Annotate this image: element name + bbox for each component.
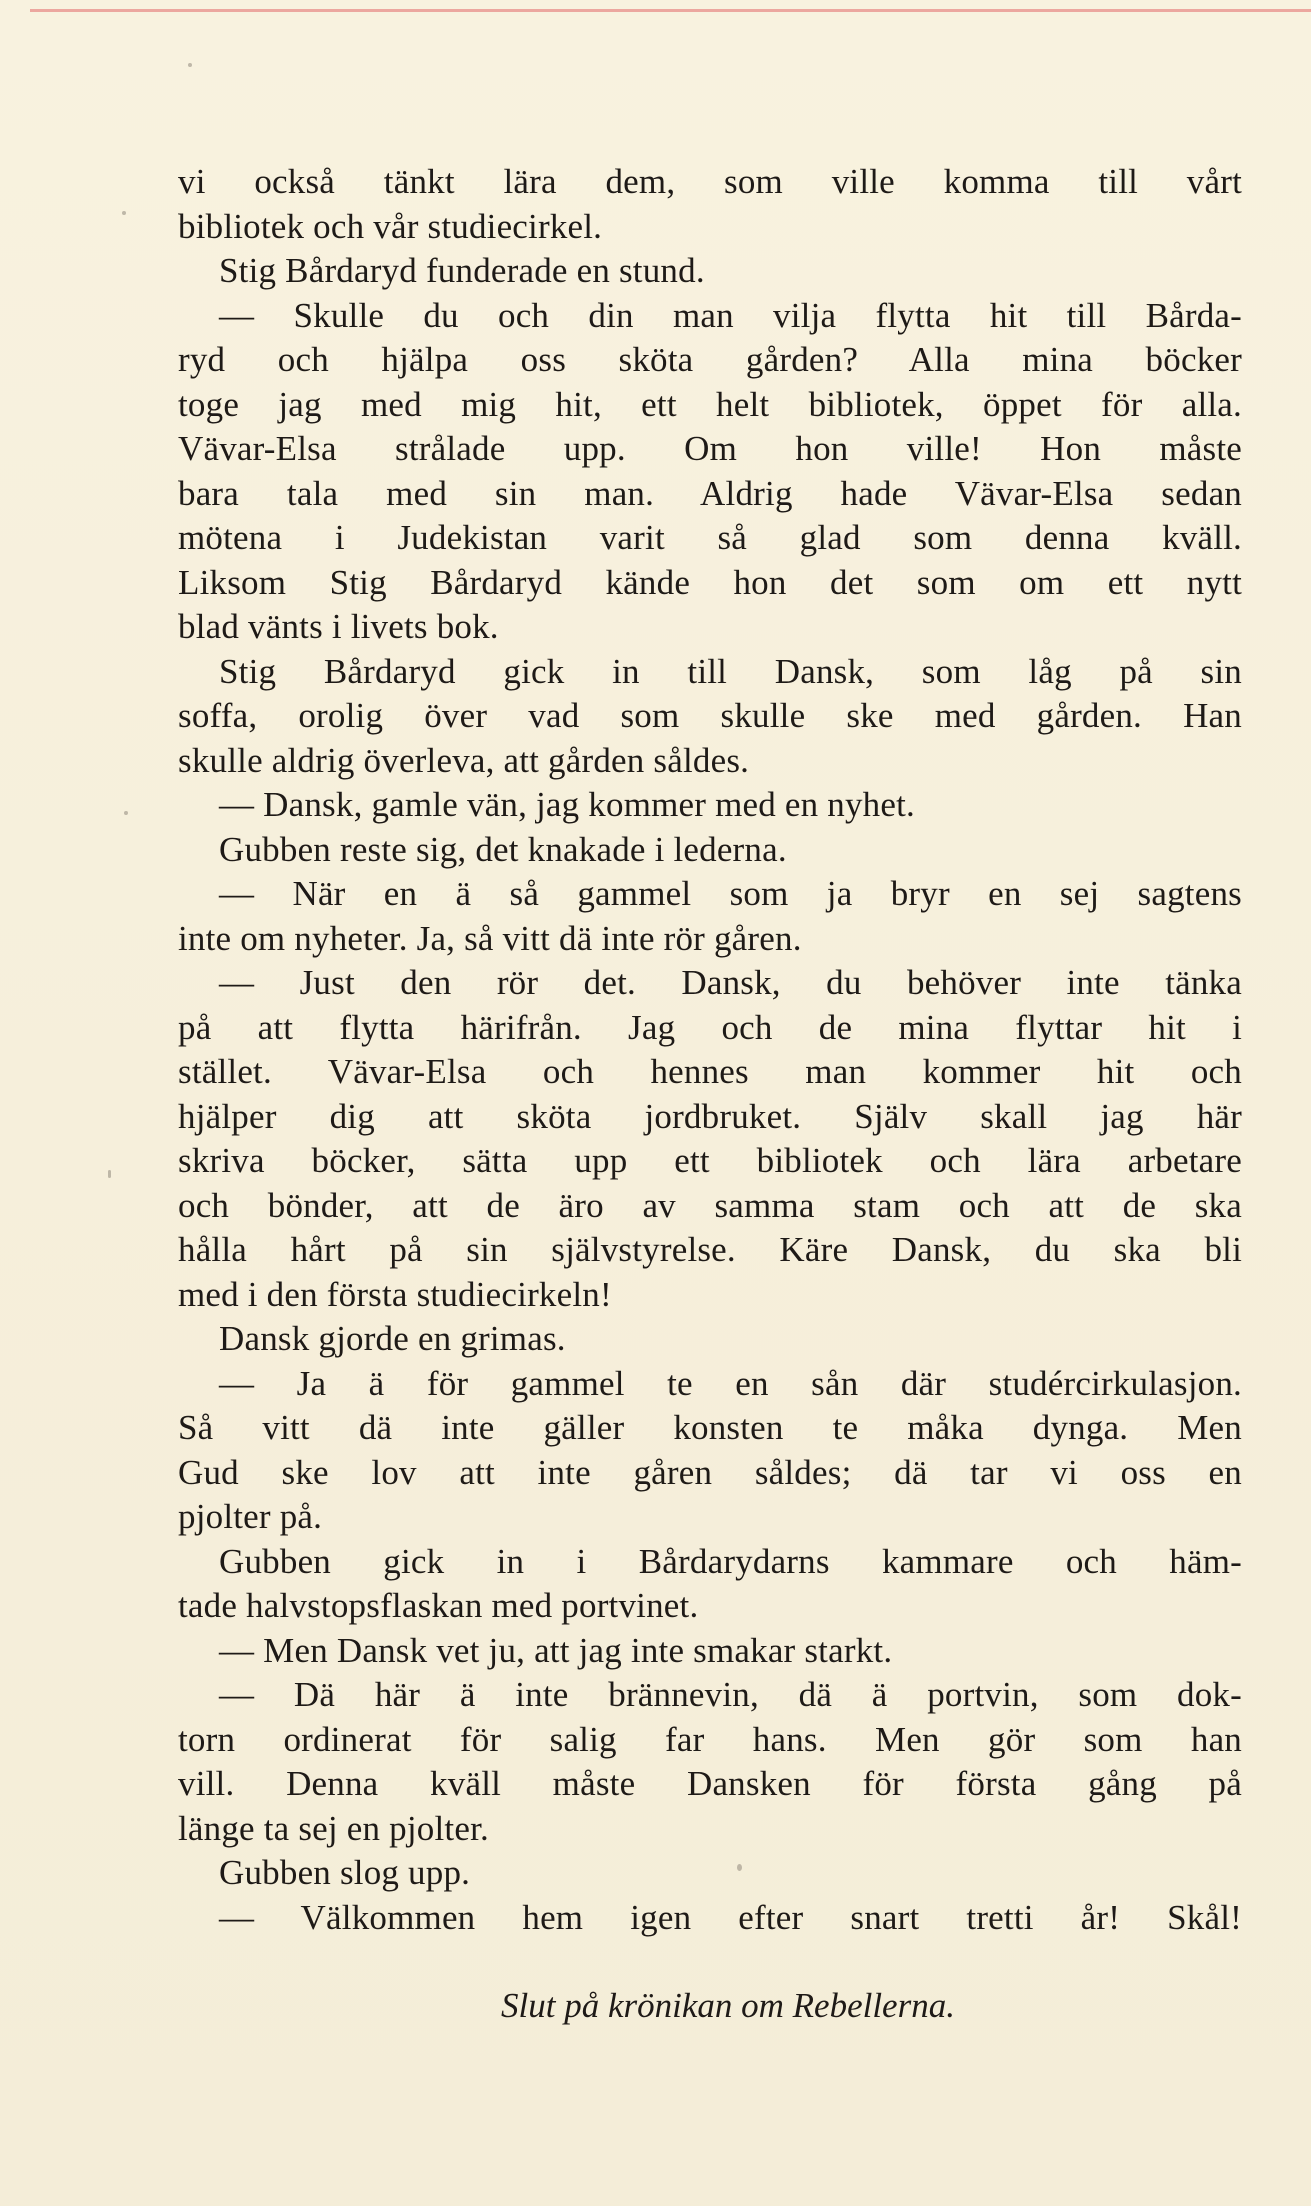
text-line: skriva böcker, sätta upp ett bibliotek och lära arbetare (178, 1141, 1242, 1180)
paper-speck (188, 63, 192, 67)
text-line: Gubben gick in i Bårdarydarns kammare och häm- (219, 1541, 1242, 1581)
text-line: inte om nyheter. Ja, så vitt dä inte rör gåren. (178, 918, 802, 958)
paper-speck (122, 211, 126, 215)
text-line: Liksom Stig Bårdaryd kände hon det som om ett nytt (178, 562, 1242, 602)
text-line: — Just den rör det. Dansk, du behöver inte tänka (219, 963, 1242, 1002)
text-line: — Ja ä för gammel te en sån där studércirkulasjon. (219, 1363, 1242, 1403)
end-note: Slut på krönikan om Rebellerna. (501, 1986, 955, 2025)
text-line: Gud ske lov att inte gåren såldes; dä tar vi oss en (178, 1452, 1242, 1492)
text-line: soffa, orolig över vad som skulle ske med gården. Han (178, 696, 1242, 735)
top-edge-rule (30, 9, 1311, 12)
text-line: pjolter på. (178, 1497, 323, 1536)
text-line: och bönder, att de äro av samma stam och att de ska (178, 1185, 1242, 1225)
text-line: länge ta sej en pjolter. (178, 1808, 489, 1848)
text-line: Så vitt dä inte gäller konsten te måka dynga. Men (178, 1408, 1242, 1447)
text-line: hålla hårt på sin självstyrelse. Käre Dansk, du ska bli (178, 1230, 1242, 1269)
paper-speck (124, 811, 128, 815)
paper-speck (108, 1170, 111, 1178)
text-line: ryd och hjälpa oss sköta gården? Alla mina böcker (178, 340, 1242, 379)
text-line: med i den första studiecirkeln! (178, 1274, 612, 1314)
text-line: — Dä här ä inte brännevin, dä ä portvin, som dok- (219, 1675, 1242, 1714)
text-line: — När en ä så gammel som ja bryr en sej sagtens (219, 874, 1242, 913)
text-line: vill. Denna kväll måste Dansken för första gång på (178, 1764, 1242, 1803)
text-line: Stig Bårdaryd gick in till Dansk, som låg på sin (219, 651, 1242, 691)
text-line: Dansk gjorde en grimas. (219, 1319, 566, 1358)
text-line: vi också tänkt lära dem, som ville komma till vårt (178, 162, 1242, 201)
text-line: — Skulle du och din man vilja flytta hit till Bårda- (219, 295, 1242, 335)
text-line: — Välkommen hem igen efter snart tretti år! Skål! (219, 1897, 1242, 1937)
text-line: mötena i Judekistan varit så glad som denna kväll. (178, 518, 1242, 557)
text-line: Gubben reste sig, det knakade i lederna. (219, 829, 787, 869)
text-line: stället. Vävar-Elsa och hennes man kommer hit och (178, 1052, 1242, 1091)
text-line: hjälper dig att sköta jordbruket. Själv skall jag här (178, 1096, 1242, 1136)
text-line: på att flytta härifrån. Jag och de mina flyttar hit i (178, 1007, 1242, 1047)
text-line: skulle aldrig överleva, att gården såldes. (178, 740, 750, 780)
text-line: bibliotek och vår studiecirkel. (178, 206, 603, 246)
text-line: Stig Bårdaryd funderade en stund. (219, 251, 705, 290)
text-line: — Men Dansk vet ju, att jag inte smakar starkt. (219, 1630, 893, 1670)
text-line: toge jag med mig hit, ett helt bibliotek, öppet för alla. (178, 384, 1242, 424)
text-line: — Dansk, gamle vän, jag kommer med en nyhet. (219, 785, 915, 824)
text-line: Gubben slog upp. (219, 1853, 471, 1892)
text-line: blad vänts i livets bok. (178, 607, 499, 646)
text-line: bara tala med sin man. Aldrig hade Vävar-Elsa sedan (178, 473, 1242, 513)
text-line: tade halvstopsflaskan med portvinet. (178, 1586, 699, 1625)
text-line: Vävar-Elsa strålade upp. Om hon ville! Hon måste (178, 429, 1242, 468)
body-text (178, 160, 1242, 1940)
text-line: torn ordinerat för salig far hans. Men gör som han (178, 1719, 1242, 1759)
